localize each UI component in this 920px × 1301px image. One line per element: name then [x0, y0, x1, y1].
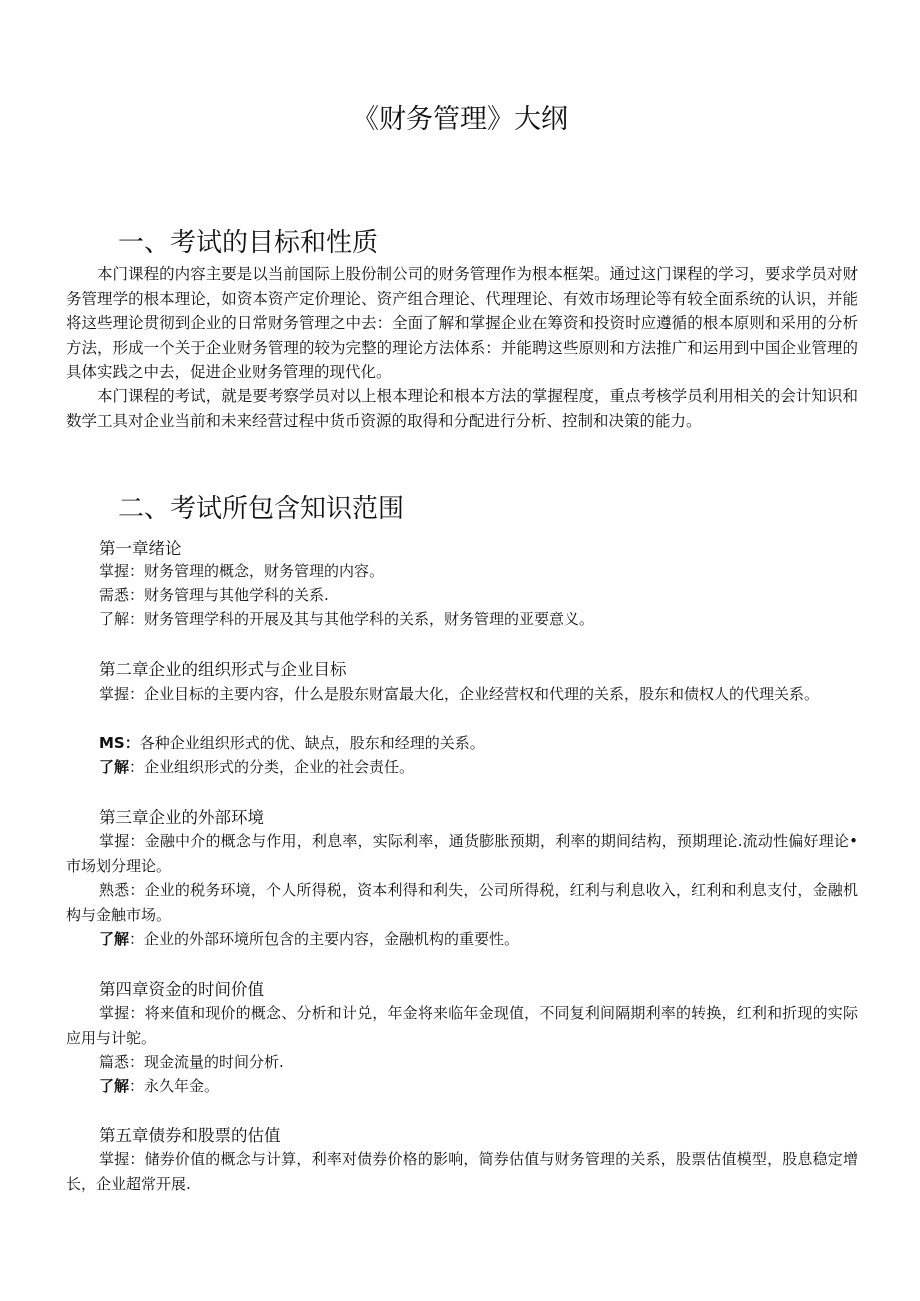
- item-text: 企业的税务环境，个人所得税，资本利得和利失，公司所得税，红利与利息收入，红利和利息支付，金融机构与金触市场。: [66, 881, 858, 924]
- item-text: 各种企业组织形式的优、缺点，股东和经理的关系。: [139, 734, 485, 752]
- item-text: 现金流量的时间分析.: [144, 1053, 284, 1071]
- chapter-2-item-master: [66, 682, 858, 707]
- chapter-title-1: 第一章绪论: [99, 539, 182, 558]
- chapter-4-item-master: [66, 1001, 858, 1050]
- item-label: 了解: [99, 758, 130, 776]
- objectives-paragraph-2: 本门课程的考试，就是要考察学员对以上根本理论和根本方法的掌握程度，重点考核学员利用相关的会计知识和数学工具对企业当前和未来经营过程中货币资源的取得和分配进行分析、控制和决策的能力。: [66, 387, 858, 430]
- chapter-5-item-master: [66, 1147, 858, 1196]
- objectives-paragraph-1: 本门课程的内容主要是以当前国际上股份制公司的财务管理作为根本框架。通过这门课程的学习，要求学员对财务管理学的根本理论，如资本资产定价理论、资产组合理论、代理理论、有效市场理论等有较全面系统的认识，并能将这些理论贯彻到企业的日常财务管理之中去：全面了解和掌握企业在筹资和投资时应遵循的根本原则和采用的分析方法，形成一个关于企业财务管理的较为完整的理论方法体系：并能聘这些原则和方法推广和运用到中国企业管理的具体实践之中去，促进企业财务管理的现代化。: [66, 265, 858, 382]
- item-label: 了解：: [99, 610, 145, 628]
- item-label: 了解: [99, 930, 130, 948]
- chapter-2-item-familiar: [99, 731, 859, 756]
- item-label: MS：: [99, 734, 140, 752]
- item-label: 掌握：: [99, 1150, 145, 1168]
- chapter-1-item-familiar: [99, 583, 859, 608]
- item-text: ：企业的外部环境所包含的主要内容，金融机构的重要性。: [129, 930, 520, 948]
- chapter-4-item-understand: [99, 1074, 859, 1099]
- item-text: 金融中介的概念与作用，利息率，实际利率，通货膨胀预期，利率的期间结构，预期理论.流动性偏好理论•市场划分理论。: [66, 832, 858, 875]
- document-title: 《财务管理》大纲: [352, 104, 568, 135]
- item-text: 储券价值的概念与计算，利率对债券价格的影响，简券估值与财务管理的关系，股票估值模型，股息稳定增长，企业超常开展.: [66, 1150, 858, 1193]
- item-label: 需悉：: [99, 586, 145, 604]
- section-heading-objectives: 一、考试的目标和性质: [118, 228, 379, 258]
- item-text: 将来值和现价的概念、分析和计兑，年金将来临年金现值，不同复利间隔期利率的转换，红利和折现的实际应用与计鸵。: [66, 1004, 858, 1047]
- item-label: 掌握：: [99, 832, 145, 850]
- item-text: ：永久年金。: [129, 1077, 220, 1095]
- chapter-3-item-familiar: [66, 878, 858, 927]
- item-text: 财务管理的概念，财务管理的内容。: [144, 562, 385, 580]
- item-label: 篇悉：: [99, 1053, 145, 1071]
- item-label: 了解: [99, 1077, 130, 1095]
- chapter-1-item-master: [99, 559, 859, 584]
- chapter-1-item-understand: [99, 607, 859, 632]
- chapter-title-4: 第四章资金的时间价值: [99, 980, 264, 999]
- item-text: 财务管理学科的开展及其与其他学科的关系，财务管理的亚要意义。: [144, 610, 595, 628]
- item-label: 掌握：: [99, 685, 145, 703]
- chapter-3-item-master: [66, 829, 858, 878]
- chapter-4-item-familiar: [99, 1050, 859, 1075]
- item-text: ：企业组织形式的分类，企业的社会责任。: [129, 758, 415, 776]
- item-text: 财务管理与其他学科的关系.: [144, 586, 329, 604]
- item-text: 企业目标的主要内容，什么是股东财富最大化，企业经营权和代理的关系，股东和债权人的代理关系。: [144, 685, 820, 703]
- chapter-title-5: 第五章债券和股票的估值: [99, 1126, 281, 1145]
- item-label: 掌握：: [99, 1004, 145, 1022]
- item-label: 熟悉：: [99, 881, 145, 899]
- chapter-3-item-understand: [99, 927, 859, 952]
- chapter-title-2: 第二章企业的组织形式与企业目标: [99, 660, 347, 679]
- chapter-2-item-understand: [99, 755, 859, 780]
- chapter-title-3: 第三章企业的外部环境: [99, 808, 264, 827]
- item-label: 掌握：: [99, 562, 145, 580]
- section-heading-scope: 二、考试所包含知识范围: [118, 494, 405, 524]
